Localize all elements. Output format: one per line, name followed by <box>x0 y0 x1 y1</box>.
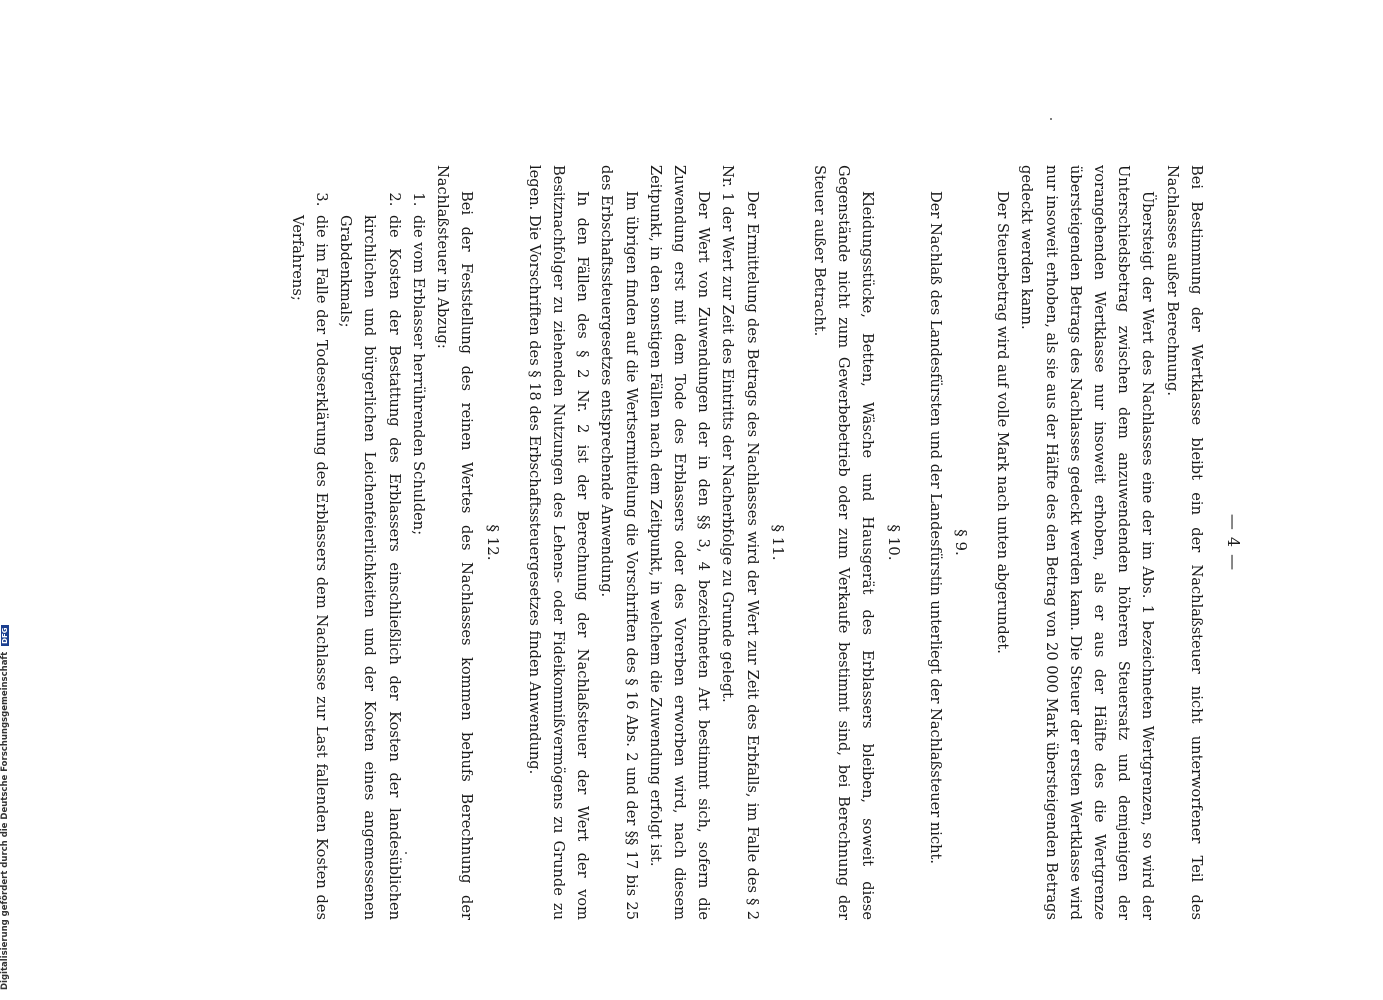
paragraph-uebersteigt: Übersteigt der Wert des Nachlasses eine der im Abs. 1 bezeichneten Wertgrenzen, so wird der Unterschiedsbetrag zwischen dem anzuwendenden höheren Steuersatz und demjenigen der vorangehenden Wertklasse nur insoweit erhoben, als er aus der Hälfte des die Wertgrenze übersteigenden Betrags des Nachlasses gedeckt werden kann. Die Steuer der ersten Wertklasse wird nur insoweit erhoben, als sie aus der Hälfte des den Betrag von 20 000 Mark übersteigenden Betrags gedeckt werden kann. <box>1018 165 1157 920</box>
credit-text: Digitalisierung gefördert durch die Deutsche Forschungsgemeinschaft <box>0 651 10 990</box>
section-9-text: Der Nachlaß des Landesfürsten und der Landesfürstin unterliegt der Nachlaßsteuer nicht. <box>926 191 944 865</box>
page-number: — 4 — <box>1224 513 1243 572</box>
paragraph-top: Bei Bestimmung der Wertklasse bleibt ein der Nachlaßsteuer nicht unterworfener Teil des Nachlasses außer Berechnung. <box>1163 165 1205 920</box>
section-9-heading: § 9. <box>951 529 970 556</box>
rotated-text-block <box>288 165 1245 920</box>
section-11-paragraph-4: In den Fällen des § 2 Nr. 2 ist der Berechnung der Nachlaßsteuer der Wert der vom Besitznachfolger zu ziehenden Nutzungen des Lehens- oder Fideikommißvermögens zu Grunde zu legen. Die Vorschriften des § 18 des Erbschaftssteuergesetzes finden Anwendung. <box>525 165 592 920</box>
section-12-intro: Bei der Feststellung des reinen Wertes des Nachlasses kommen behufs Berechnung der Nachlaßsteuer in Abzug: <box>434 165 476 920</box>
section-11-paragraph-2: Der Wert von Zuwendungen der in den §§ 3, 4 bezeichneten Art bestimmt sich, sofern die Zuwendung erst mit dem Tode des Erblassers oder des Vorerben erworben wird, nach diesem Zeitpunkt, in den sonstigen Fällen nach dem Zeitpunkt, in welchem die Zuwendung erfolgt ist. <box>646 165 713 920</box>
list-item: 1. die vom Erblasser herrührenden Schulden; <box>406 211 430 920</box>
section-11-heading: § 11. <box>768 524 787 561</box>
digitization-credit <box>0 590 14 990</box>
list-item: 3. die im Falle der Todeserklärung des Erblassers dem Nachlasse zur Last fallenden Kosten des Verfahrens; <box>285 211 333 920</box>
dfg-logo: DFG <box>1 627 9 644</box>
section-10-heading: § 10. <box>884 524 903 561</box>
section-11-paragraph-3: Im übrigen finden auf die Wertsermittelung die Vorschriften des § 16 Abs. 2 und der §§ 17 bis 25 des Erbschaftssteuergesetzes entsprechende Anwendung. <box>598 165 640 920</box>
paragraph-steuerbetrag: Der Steuerbetrag wird auf volle Mark nach unten abgerundet. <box>994 191 1012 654</box>
section-10-text: Kleidungsstücke, Betten, Wäsche und Hausgerät des Erblassers bleiben, soweit diese Gegenstände nicht zum Gewerbebetrieb oder zum Verkaufe bestimmt sind, bei Berechnung der Steuer außer Betracht. <box>810 165 877 920</box>
scan-speck <box>405 852 407 854</box>
list-item: 2. die Kosten der Bestattung des Erblassers einschließlich der Kosten der landesüblichen kirchlichen und bürgerlichen Leichenfeierlichkeiten und der Kosten eines angemessenen Grabdenkmals; <box>333 211 406 920</box>
section-11-paragraph-1: Der Ermittelung des Betrags des Nachlasses wird der Wert zur Zeit des Erbfalls, im Falle des § 2 Nr. 1 der Wert zur Zeit des Eintritts der Nacherbfolge zu Grunde gelegt. <box>719 165 761 920</box>
scan-speck <box>1050 118 1052 120</box>
section-12-heading: § 12. <box>483 524 502 561</box>
section-12-list <box>285 165 430 920</box>
